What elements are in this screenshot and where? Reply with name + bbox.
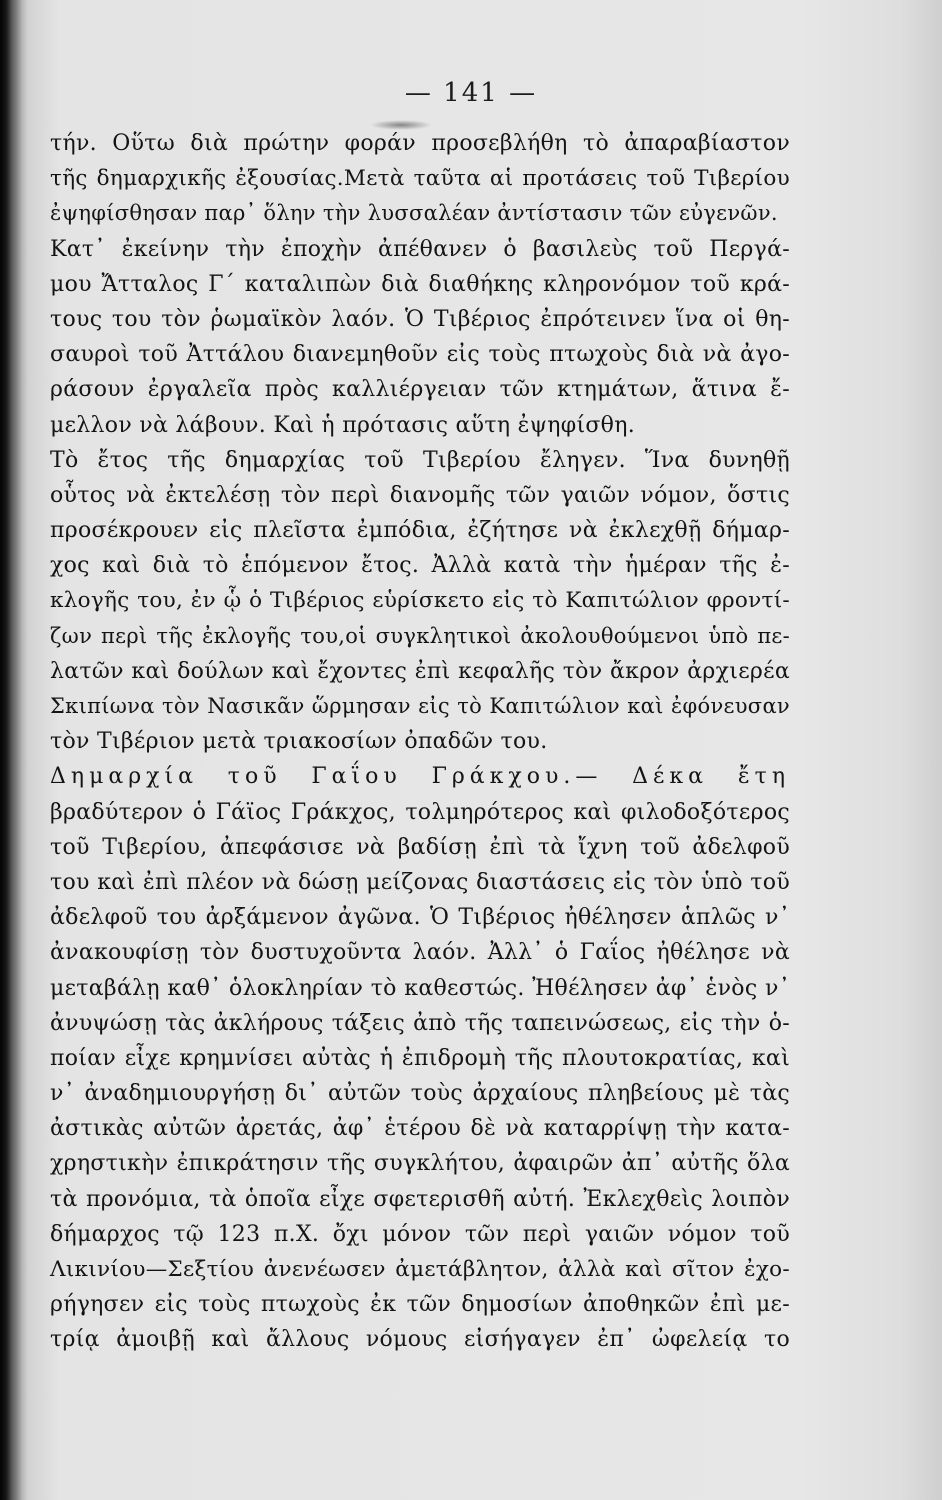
text-line: τὰ προνόμια, τὰ ὁποῖα εἶχε σφετερισθῆ αὐτή. Ἐκλεχθεὶς λοιπὸν [50, 1186, 790, 1212]
text-line: ἀδελφοῦ του ἀρξάμενον ἀγῶνα. Ὁ Τιβέριος ἠθέλησεν ἁπλῶς ν᾽ [50, 905, 790, 931]
text-line: τους του τὸν ῥωμαϊκὸν λαόν. Ὁ Τιβέριος ἐπρότεινεν ἵνα οἱ θη- [50, 306, 790, 332]
text-line: ἀνυψώσῃ τὰς ἀκλήρους τάξεις ἀπὸ τῆς ταπεινώσεως, εἰς τὴν ὁ- [50, 1010, 790, 1036]
text-line: χος καὶ διὰ τὸ ἑπόμενον ἔτος. Ἀλλὰ κατὰ τὴν ἡμέραν τῆς ἐ- [50, 553, 790, 579]
text-line: μελλον νὰ λάβουν. Καὶ ἡ πρότασις αὕτη ἐψηφίσθη. [50, 412, 636, 438]
section-heading-line: Δημαρχία τοῦ Γαΐου Γράκχου.— Δέκα ἔτη [50, 764, 790, 790]
text-line: τήν. Οὕτω διὰ πρώτην φοράν προσεβλήθη τὸ ἀπαραβίαστον [50, 131, 790, 156]
text-line: μεταβάλῃ καθ᾽ ὁλοκληρίαν τὸ καθεστώς. Ἠθέλησεν ἀφ᾽ ἑνὸς ν᾽ [50, 975, 790, 1001]
text-line: τῆς δημαρχικῆς ἐξουσίας.Μετὰ ταῦτα αἱ προτάσεις τοῦ Τιβερίου [50, 166, 790, 192]
text-line: λατῶν καὶ δούλων καὶ ἔχοντες ἐπὶ κεφαλῆς τὸν ἄκρον ἀρχιερέα [50, 658, 790, 684]
text-line: Κατ᾽ ἐκείνην τὴν ἐποχὴν ἀπέθανεν ὁ βασιλεὺς τοῦ Περγά- [50, 236, 790, 262]
text-line: ἀνακουφίσῃ τὸν δυστυχοῦντα λαόν. Ἀλλ᾽ ὁ Γαΐος ἠθέλησε νὰ [50, 940, 790, 966]
text-line: ποίαν εἶχε κρημνίσει αὐτὰς ἡ ἐπιδρομὴ τῆς πλουτοκρατίας, καὶ [50, 1045, 790, 1071]
text-line: προσέκρουεν εἰς πλεῖστα ἐμπόδια, ἐζήτησε νὰ ἐκλεχθῇ δήμαρ- [50, 518, 790, 544]
body-text [50, 126, 790, 1358]
text-line: ρήγησεν εἰς τοὺς πτωχοὺς ἐκ τῶν δημοσίων ἀποθηκῶν ἐπὶ με- [50, 1292, 790, 1318]
text-line: οὗτος νὰ ἐκτελέσῃ τὸν περὶ διανομῆς τῶν γαιῶν νόμον, ὅστις [50, 482, 790, 508]
text-line: σαυροὶ τοῦ Ἀττάλου διανεμηθοῦν εἰς τοὺς πτωχοὺς διὰ νὰ ἀγο- [50, 342, 790, 368]
text-line: τοῦ Τιβερίου, ἀπεφάσισε νὰ βαδίσῃ ἐπὶ τὰ ἴχνη τοῦ ἀδελφοῦ [50, 834, 790, 860]
text-line: τρίᾳ ἀμοιβῇ καὶ ἄλλους νόμους εἰσήγαγεν ἐπ᾽ ὠφελείᾳ το [50, 1327, 790, 1353]
text-line: Τὸ ἔτος τῆς δημαρχίας τοῦ Τιβερίου ἔληγεν. Ἵνα δυνηθῇ [50, 447, 790, 473]
book-gutter-shadow [0, 0, 28, 1500]
text-line: ράσουν ἐργαλεῖα πρὸς καλλιέργειαν τῶν κτημάτων, ἅτινα ἔ- [50, 377, 790, 403]
text-line: ἐψηφίσθησαν παρ᾽ ὅλην τὴν λυσσαλέαν ἀντίστασιν τῶν εὐγενῶν. [50, 201, 778, 226]
text-line: δήμαρχος τῷ 123 π.Χ. ὄχι μόνον τῶν περὶ γαιῶν νόμον τοῦ [50, 1221, 790, 1247]
text-line: τὸν Τιβέριον μετὰ τριακοσίων ὀπαδῶν του. [50, 729, 548, 755]
text-line: ζων περὶ τῆς ἐκλογῆς του,οἱ συγκλητικοὶ ἀκολουθούμενοι ὑπὸ πε- [50, 623, 790, 648]
text-line: του καὶ ἐπὶ πλέον νὰ δώσῃ μείζονας διαστάσεις εἰς τὸν ὑπὸ τοῦ [50, 869, 790, 895]
text-line: ν᾽ ἀναδημιουργήσῃ δι᾽ αὐτῶν τοὺς ἀρχαίους πληβείους μὲ τὰς [50, 1081, 790, 1107]
text-line: κλογῆς του, ἐν ᾧ ὁ Τιβέριος εὑρίσκετο εἰς τὸ Καπιτώλιον φροντί- [50, 588, 790, 614]
text-line: Σκιπίωνα τὸν Νασικᾶν ὥρμησαν εἰς τὸ Καπιτώλιον καὶ ἐφόνευσαν [50, 694, 790, 718]
text-line: μου Ἄτταλος Γ΄ καταλιπὼν διὰ διαθήκης κληρονόμον τοῦ κρά- [50, 271, 790, 297]
text-line: Λικινίου—Σεξτίου ἀνενέωσεν ἀμετάβλητον, ἀλλὰ καὶ σῖτον ἐχο- [50, 1257, 790, 1282]
page-number: — 141 — [404, 78, 538, 108]
text-line: χρηστικὴν ἐπικράτησιν τῆς συγκλήτου, ἀφαιρῶν ἀπ᾽ αὐτῆς ὅλα [50, 1151, 790, 1177]
text-line: ἀστικὰς αὐτῶν ἀρετάς, ἀφ᾽ ἑτέρου δὲ νὰ καταρρίψῃ τὴν κατα- [50, 1116, 790, 1142]
text-line: βραδύτερον ὁ Γάϊος Γράκχος, τολμηρότερος καὶ φιλοδοξότερος [50, 799, 790, 825]
